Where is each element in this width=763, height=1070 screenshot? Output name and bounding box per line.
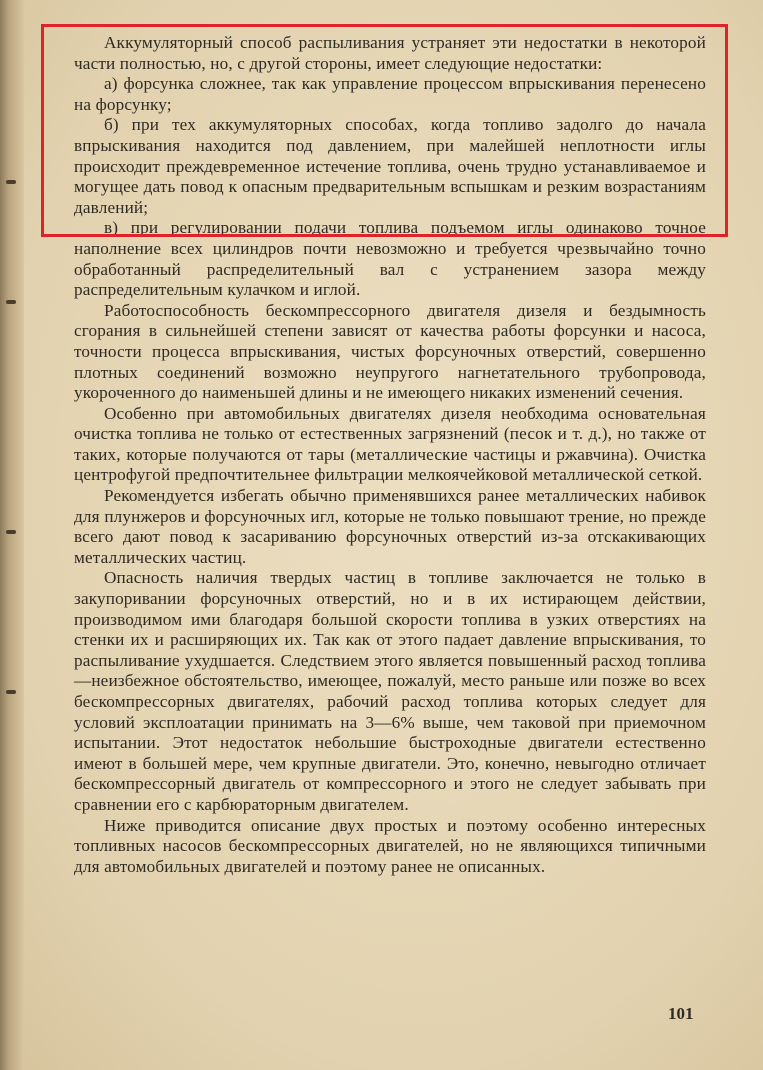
paragraph-solid-particles: Опасность наличия твердых частиц в топливе заключается не только в закупоривании форсуночных отверстий, но и в их истирающем действии, производимом ими благодаря большой скорости топлива в узких отверстиях на стенки их и расширяющих их. Так как от этого падает давление впрыскивания, то распыливание ухудшается. Следствием этого является повышенный расход топлива—неизбежное обстоятельство, имеющее, пожалуй, место раньше или позже во всех бескомпрессорных двигателях, рабочий расход топлива которых следует для условий эксплоатации принимать на 3—6% выше, чем таковой при приемочном испытании. Этот недостаток небольшие быстроходные двигатели естественно имеют в большей мере, чем крупные двигатели. Это, конечно, невыгодно отличает бескомпрессорный двигатель от компрессорного и этого не следует забывать при сравнении его с карбюраторным двигателем. xyxy=(74,568,706,814)
paragraph-fuel-cleaning: Особенно при автомобильных двигателях дизеля необходима основательная очистка топлива не только от естественных загрязнений (песок и т. д.), но также от таких, которые получаются от тары (металлические частицы и ржавчина). Очистка центрофугой предпочтительнее фильтрации мелкоячейковой металлической сеткой. xyxy=(74,403,706,485)
spine-mark xyxy=(6,690,16,694)
spine-mark xyxy=(6,530,16,534)
paragraph-performance: Работоспособность бескомпрессорного двигателя дизеля и бездымность сгорания в сильнейшей степени зависят от качества работы форсунки и насоса, точности процесса впрыскивания, чистых форсуночных отверстий, совершенно плотных соединений возможно неупругого нагнетательного трубопровода, укороченного до наименьшей длины и не имеющего никаких изменений сечения. xyxy=(74,300,706,403)
spine-mark xyxy=(6,300,16,304)
list-item-a: а) форсунка сложнее, так как управление процессом впрыскивания перенесено на форсунку; xyxy=(74,74,706,114)
paragraph-conclusion: Ниже приводится описание двух простых и поэтому особенно интересных топливных насосов бескомпрессорных двигателей, но не являющихся типичными для автомобильных двигателей и поэтому ранее не описанных. xyxy=(74,815,706,876)
paragraph-intro: Аккумуляторный способ распыливания устраняет эти недостатки в некоторой части полностью, но, с другой стороны, имеет следующие недостатки: xyxy=(74,33,706,73)
list-item-b: б) при тех аккумуляторных способах, когда топливо задолго до начала впрыскивания находится под давлением, при малейшей неплотности иглы происходит преждевременное истечение топлива, очень трудно устанавливаемое и могущее дать повод к опасным предварительным вспышкам и резким возрастаниям давлений; xyxy=(74,115,706,217)
highlight-box xyxy=(41,24,728,237)
book-spine xyxy=(0,0,24,1070)
list-item-v: в) при регулировании подачи топлива подъемом иглы одинаково точное наполнение всех цилиндров почти невозможно и требуется чрезвычайно точно обработанный распределительный вал с устранением зазора между распределительным кулачком и иглой. xyxy=(74,218,706,300)
spine-mark xyxy=(6,180,16,184)
page-number: 101 xyxy=(668,1004,694,1023)
paragraph-packing: Рекомендуется избегать обычно применявшихся ранее металлических набивок для плунжеров и форсуночных игл, которые не только повышают трение, но прежде всего дают повод к засариванию форсуночных отверстий из-за отскакивающих металлических частиц. xyxy=(74,486,706,567)
